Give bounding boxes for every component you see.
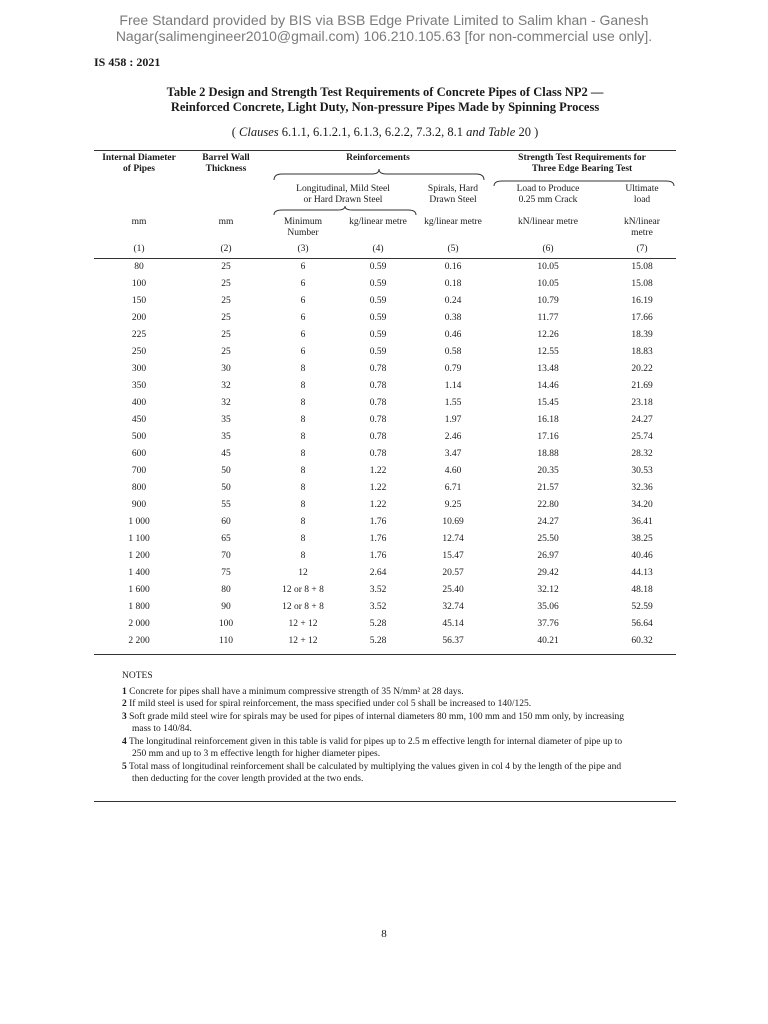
- table-cell: 6: [300, 313, 306, 323]
- watermark-line-2: Nagar(salimengineer2010@gmail.com) 106.210.105.63 [for non-commercial use only].: [115, 28, 653, 44]
- table-cell: 400: [131, 398, 147, 408]
- table-cell: 23.18: [631, 398, 653, 408]
- table-cell: 50: [221, 466, 231, 476]
- table-cell: 15.47: [442, 551, 464, 561]
- table-cell: 450: [131, 415, 147, 425]
- note-item: [122, 686, 676, 699]
- table-cell: 12 or 8 + 8: [282, 585, 324, 595]
- notes: [122, 670, 676, 786]
- table-cell: 20.35: [537, 466, 559, 476]
- table-row: [94, 398, 676, 415]
- table-cell: 8: [300, 483, 306, 493]
- table-cell: 40.46: [631, 551, 653, 561]
- table-cell: 18.39: [631, 330, 653, 340]
- table-cell: 48.18: [631, 585, 653, 595]
- table-cell: 0.38: [444, 313, 462, 323]
- table-cell: 2.46: [444, 432, 462, 442]
- notes-list: [122, 686, 676, 786]
- table-cell: 25: [221, 347, 231, 357]
- table-cell: 18.88: [537, 449, 559, 459]
- table-cell: 35: [221, 415, 231, 425]
- table-cell: 60: [221, 517, 231, 527]
- table-title: [94, 85, 676, 115]
- table-cell: 65: [221, 534, 231, 544]
- table-cell: 8: [300, 534, 306, 544]
- table-cell: 3.52: [369, 585, 387, 595]
- table-cell: 4.60: [444, 466, 462, 476]
- table-cell: 18.83: [631, 347, 653, 357]
- table-row: [94, 636, 676, 653]
- table-cell: 12.55: [537, 347, 559, 357]
- table-row: [94, 364, 676, 381]
- table-cell: 110: [219, 636, 233, 646]
- table-cell: 38.25: [631, 534, 653, 544]
- unit-col-6: kN/linear metre: [518, 217, 578, 227]
- unit-col-2: mm: [218, 217, 234, 227]
- table-cell: 80: [134, 262, 144, 272]
- table-row: [94, 619, 676, 636]
- table-cell: 0.59: [369, 296, 387, 306]
- note-number: 3: [122, 711, 127, 722]
- header-longitudinal: Longitudinal, Mild Steel or Hard Drawn Steel: [296, 184, 390, 205]
- clauses-table-word: Table: [484, 125, 516, 139]
- table-cell: 100: [218, 619, 234, 629]
- table-cell: 12.26: [537, 330, 559, 340]
- table-cell: 28.32: [631, 449, 653, 459]
- watermark-line-1: Free Standard provided by BIS via BSB Edge Private Limited to Salim khan - Ganesh: [119, 12, 649, 28]
- table-cell: 25: [221, 296, 231, 306]
- table-cell: 9.25: [444, 500, 462, 510]
- table-cell: 10.05: [537, 279, 559, 289]
- note-item: [122, 711, 676, 736]
- table-cell: 0.59: [369, 347, 387, 357]
- table-cell: 12 + 12: [288, 636, 318, 646]
- table-cell: 700: [131, 466, 147, 476]
- table-row: [94, 415, 676, 432]
- table-cell: 500: [131, 432, 147, 442]
- table-cell: 8: [300, 551, 306, 561]
- table-cell: 17.66: [631, 313, 653, 323]
- table-cell: 8: [300, 517, 306, 527]
- col-number: (3): [297, 244, 309, 254]
- note-text: Total mass of longitudinal reinforcement shall be calculated by multiplying the values given in col 4 by the length of the pipe and: [128, 761, 622, 772]
- table-cell: 900: [131, 500, 147, 510]
- table-cell: 30.53: [631, 466, 653, 476]
- table-cell: 0.78: [369, 381, 387, 391]
- table-cell: 24.27: [631, 415, 653, 425]
- table-cell: 1.76: [369, 534, 387, 544]
- table-row: [94, 296, 676, 313]
- table-clauses: [94, 125, 676, 140]
- table-cell: 75: [221, 568, 231, 578]
- note-item: [122, 698, 676, 711]
- table-cell: 25: [221, 279, 231, 289]
- table-cell: 37.76: [537, 619, 559, 629]
- col-number: (2): [220, 244, 232, 254]
- table-cell: 35.06: [537, 602, 559, 612]
- table-cell: 25: [221, 262, 231, 272]
- table-cell: 8: [300, 364, 306, 374]
- table-cell: 17.16: [537, 432, 559, 442]
- table-row: [94, 432, 676, 449]
- table-cell: 8: [300, 381, 306, 391]
- table-cell: 32.74: [442, 602, 464, 612]
- table-cell: 25: [221, 330, 231, 340]
- table-cell: 1.97: [444, 415, 462, 425]
- table-cell: 24.27: [537, 517, 559, 527]
- table-cell: 8: [300, 466, 306, 476]
- table-cell: 6: [300, 262, 306, 272]
- table-cell: 10.69: [442, 517, 464, 527]
- table-cell: 300: [131, 364, 147, 374]
- table-cell: 6: [300, 296, 306, 306]
- table-cell: 0.59: [369, 330, 387, 340]
- table-row: [94, 330, 676, 347]
- table-cell: 90: [221, 602, 231, 612]
- table-cell: 0.16: [444, 262, 462, 272]
- table-cell: 0.59: [369, 262, 387, 272]
- table-cell: 6.71: [444, 483, 462, 493]
- col-number: (7): [636, 244, 648, 254]
- note-text: Concrete for pipes shall have a minimum compressive strength of 35 N/mm² at 28 days.: [129, 686, 464, 697]
- table-row: [94, 262, 676, 279]
- table-cell: 12: [298, 568, 308, 578]
- table-cell: 29.42: [537, 568, 559, 578]
- table-cell: 15.45: [537, 398, 559, 408]
- table-cell: 200: [131, 313, 147, 323]
- note-text-continued: mass to 140/84.: [132, 724, 192, 734]
- table-cell: 1 600: [128, 585, 150, 595]
- table-cell: 3.52: [369, 602, 387, 612]
- table-row: [94, 483, 676, 500]
- table-cell: 52.59: [631, 602, 653, 612]
- table-row: [94, 602, 676, 619]
- table-title-line-2: Reinforced Concrete, Light Duty, Non-pressure Pipes Made by Spinning Process: [170, 100, 600, 114]
- standard-code: IS 458 : 2021: [94, 55, 161, 69]
- table-row: [94, 517, 676, 534]
- table-cell: 30: [221, 364, 231, 374]
- unit-col-4: kg/linear metre: [349, 217, 407, 227]
- table-cell: 45: [221, 449, 231, 459]
- table-cell: 12 + 12: [288, 619, 318, 629]
- table-row: [94, 381, 676, 398]
- header-reinforcements: Reinforcements: [346, 153, 410, 163]
- col-number: (1): [133, 244, 145, 254]
- unit-col-7: kN/linear metre: [624, 217, 660, 238]
- table-cell: 32: [221, 398, 231, 408]
- table-cell: 34.20: [631, 500, 653, 510]
- table-cell: 32.12: [537, 585, 559, 595]
- table-cell: 8: [300, 398, 306, 408]
- table-row: [94, 466, 676, 483]
- table-cell: 0.58: [444, 347, 462, 357]
- table-cell: 21.69: [631, 381, 653, 391]
- note-number: 4: [122, 736, 127, 747]
- header-bottom-rule: [94, 258, 676, 259]
- note-item: [122, 761, 676, 786]
- table-cell: 2 000: [128, 619, 150, 629]
- table-cell: 225: [131, 330, 147, 340]
- table-cell: 10.05: [537, 262, 559, 272]
- table-cell: 0.78: [369, 398, 387, 408]
- table-row: [94, 279, 676, 296]
- table-row: [94, 585, 676, 602]
- table-cell: 6: [300, 347, 306, 357]
- table-title-line-1: Table 2 Design and Strength Test Requirements of Concrete Pipes of Class NP2 —: [166, 85, 604, 99]
- note-text-continued: 250 mm and up to 3 m effective length for higher diameter pipes.: [132, 749, 381, 759]
- table-cell: 2 200: [128, 636, 150, 646]
- table-row: [94, 313, 676, 330]
- table-cell: 70: [221, 551, 231, 561]
- header-barrel-wall: Barrel Wall Thickness: [202, 153, 250, 174]
- table-cell: 14.46: [537, 381, 559, 391]
- note-item: [122, 736, 676, 761]
- table-cell: 1.22: [369, 500, 387, 510]
- table-cell: 0.46: [444, 330, 462, 340]
- table-cell: 80: [221, 585, 231, 595]
- table-cell: 8: [300, 449, 306, 459]
- table-cell: 60.32: [631, 636, 653, 646]
- header-spirals: Spirals, Hard Drawn Steel: [427, 184, 479, 205]
- table-cell: 0.59: [369, 279, 387, 289]
- table-cell: 1 200: [128, 551, 150, 561]
- table-cell: 0.78: [369, 415, 387, 425]
- table-cell: 5.28: [369, 636, 387, 646]
- table-cell: 0.78: [369, 449, 387, 459]
- clauses-prefix: (: [231, 125, 240, 139]
- table-cell: 6: [300, 330, 306, 340]
- table-cell: 32: [221, 381, 231, 391]
- table-cell: 1 000: [128, 517, 150, 527]
- table-row: [94, 347, 676, 364]
- table-cell: 22.80: [537, 500, 559, 510]
- table-cell: 6: [300, 279, 306, 289]
- table-cell: 1 400: [128, 568, 150, 578]
- unit-col-5: kg/linear metre: [424, 217, 482, 227]
- table-cell: 40.21: [537, 636, 559, 646]
- table-cell: 1.55: [444, 398, 462, 408]
- table-cell: 0.78: [369, 432, 387, 442]
- col-number: (4): [372, 244, 384, 254]
- table-cell: 1.22: [369, 466, 387, 476]
- table-row: [94, 568, 676, 585]
- table-cell: 600: [131, 449, 147, 459]
- table-cell: 26.97: [537, 551, 559, 561]
- table-cell: 3.47: [444, 449, 462, 459]
- clauses-word: Clauses: [239, 125, 279, 139]
- table-cell: 0.24: [444, 296, 462, 306]
- table-cell: 25.50: [537, 534, 559, 544]
- note-text-continued: then deducting for the cover length provided at the two ends.: [132, 774, 364, 784]
- watermark: [0, 12, 768, 44]
- table-cell: 21.57: [537, 483, 559, 493]
- table-cell: 1.22: [369, 483, 387, 493]
- table-cell: 150: [131, 296, 147, 306]
- table-cell: 13.48: [537, 364, 559, 374]
- unit-col-3: Minimum Number: [283, 217, 322, 238]
- longitudinal-brace: [272, 205, 418, 217]
- table-cell: 50: [221, 483, 231, 493]
- table-row: [94, 500, 676, 517]
- table-cell: 15.08: [631, 262, 653, 272]
- table-cell: 35: [221, 432, 231, 442]
- table-cell: 1 800: [128, 602, 150, 612]
- clauses-list: 6.1.1, 6.1.2.1, 6.1.3, 6.2.2, 7.3.2, 8.1: [278, 125, 467, 139]
- table-cell: 15.08: [631, 279, 653, 289]
- table-cell: 25: [221, 313, 231, 323]
- table-bottom-rule: [94, 654, 676, 655]
- table-top-rule: [94, 150, 676, 151]
- clauses-and: and: [466, 125, 485, 139]
- table-cell: 5.28: [369, 619, 387, 629]
- table-cell: 8: [300, 415, 306, 425]
- table-cell: 12.74: [442, 534, 464, 544]
- table-cell: 1.14: [444, 381, 462, 391]
- table-cell: 45.14: [442, 619, 464, 629]
- table-cell: 100: [131, 279, 147, 289]
- table-cell: 11.77: [537, 313, 559, 323]
- reinforcements-brace: [272, 168, 486, 182]
- note-text: If mild steel is used for spiral reinforcement, the mass specified under col 5 shall be increased to 140/125.: [129, 699, 532, 709]
- table-cell: 1 100: [128, 534, 150, 544]
- table-cell: 25.40: [442, 585, 464, 595]
- table-cell: 16.19: [631, 296, 653, 306]
- note-text: Soft grade mild steel wire for spirals may be used for pipes of internal diameters 80 mm, 100 mm and 150 mm only, by increasing: [129, 711, 624, 722]
- note-number: 1: [122, 686, 127, 697]
- table-cell: 2.64: [369, 568, 387, 578]
- table-cell: 250: [131, 347, 147, 357]
- note-text: The longitudinal reinforcement given in this table is valid for pipes up to 2.5 m effective length for internal diameter of pipe up to: [128, 736, 623, 747]
- note-number: 5: [122, 761, 127, 772]
- header-internal-diameter: Internal Diameter of Pipes: [102, 153, 176, 174]
- table-cell: 0.59: [369, 313, 387, 323]
- table-cell: 8: [300, 500, 306, 510]
- header-load-crack: Load to Produce 0.25 mm Crack: [516, 184, 580, 205]
- table-cell: 8: [300, 432, 306, 442]
- table-cell: 20.22: [631, 364, 653, 374]
- table-row: [94, 551, 676, 568]
- table-cell: 1.76: [369, 517, 387, 527]
- table-cell: 55: [221, 500, 231, 510]
- col-number: (6): [542, 244, 554, 254]
- table-cell: 20.57: [442, 568, 464, 578]
- table-cell: 0.18: [444, 279, 462, 289]
- table-cell: 12 or 8 + 8: [282, 602, 324, 612]
- col-number: (5): [447, 244, 459, 254]
- header-ultimate-load: Ultimate load: [625, 184, 659, 205]
- table-cell: 800: [131, 483, 147, 493]
- unit-col-1: mm: [131, 217, 147, 227]
- table-row: [94, 534, 676, 551]
- header-strength-test: Strength Test Requirements for Three Edge Bearing Test: [518, 153, 646, 174]
- notes-bottom-rule: [94, 801, 676, 802]
- table-cell: 350: [131, 381, 147, 391]
- table-row: [94, 449, 676, 466]
- clauses-suffix: 20 ): [515, 125, 539, 139]
- table-cell: 10.79: [537, 296, 559, 306]
- table-cell: 25.74: [631, 432, 653, 442]
- note-number: 2: [122, 699, 127, 709]
- table-cell: 1.76: [369, 551, 387, 561]
- table-cell: 16.18: [537, 415, 559, 425]
- table-cell: 32.36: [631, 483, 653, 493]
- notes-heading: NOTES: [122, 671, 153, 681]
- table-cell: 0.78: [369, 364, 387, 374]
- table-cell: 0.79: [444, 364, 462, 374]
- table-cell: 44.13: [631, 568, 653, 578]
- table-cell: 56.64: [631, 619, 653, 629]
- table-cell: 36.41: [631, 517, 653, 527]
- page-number: 8: [381, 928, 387, 940]
- table-cell: 56.37: [442, 636, 464, 646]
